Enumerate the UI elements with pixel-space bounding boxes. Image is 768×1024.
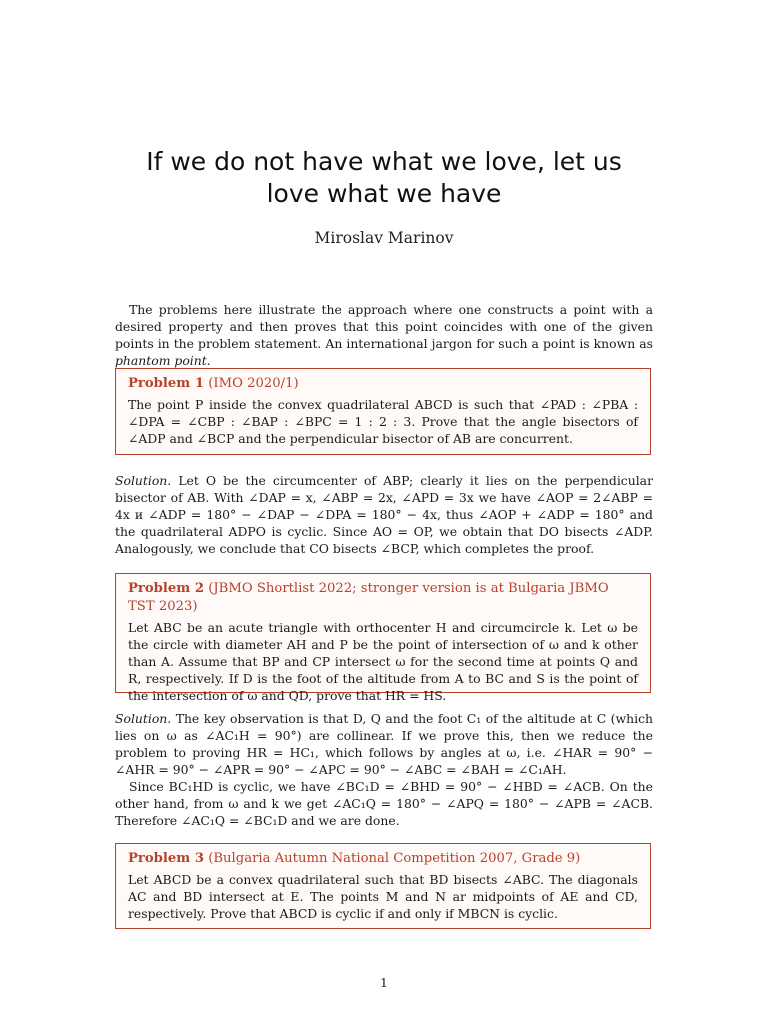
problem-label-3: Problem 3: [128, 851, 205, 866]
solution-text-2b: Since BC₁HD is cyclic, we have ∠BC₁D = ∠BHD = 90° − ∠HBD = ∠ACB. On the other hand, from ω and k we get ∠AC₁Q = 180° − ∠APQ = 180° − ∠APB = ∠ACB. Therefore ∠AC₁Q = ∠BC₁D and we are done.: [115, 779, 653, 828]
problem-statement-3: Let ABCD be a convex quadrilateral such that BD bisects ∠ABC. The diagonals AC and BD intersect at E. The points M and N ar midpoints of AE and CD, respectively. Prove that ABCD is cyclic if and only if MBCN is cyclic.: [128, 872, 638, 921]
solution-text-2: The key observation is that D, Q and the foot C₁ of the altitude at C (which lies on ω as ∠AC₁H = 90°) are collinear. If we prove this, then we reduce the problem to proving HR = HC₁, which follows by angles at ω, i.e. ∠HAR = 90° − ∠AHR = 90° − ∠APR = 90° − ∠APC = 90° − ∠ABC = ∠BAH = ∠C₁AH.: [115, 711, 653, 777]
solution-1: [115, 472, 653, 557]
paper-title: [100, 146, 668, 210]
solution-label-2: Solution.: [115, 711, 172, 726]
problem-box-2: [115, 573, 651, 703]
solution-2: [115, 710, 653, 829]
problem-source-1: (IMO 2020/1): [208, 376, 299, 391]
author: Miroslav Marinov: [314, 229, 454, 247]
problem-statement-1: The point P inside the convex quadrilateral ABCD is such that ∠PAD : ∠PBA : ∠DPA = ∠CBP : ∠BAP : ∠BPC = 1 : 2 : 3. Prove that the angle bisectors of ∠ADP and ∠BCP and the perpendicular bisector of AB are concurrent.: [128, 397, 638, 446]
title-line-1: If we do not have what we love, let us: [146, 147, 622, 176]
intro-end: .: [206, 353, 211, 368]
problem-header-2: [128, 580, 638, 616]
problem-source-2: (JBMO Shortlist 2022; stronger version is at Bulgaria JBMO TST 2023): [128, 581, 609, 614]
problem-box-1: [115, 368, 651, 455]
intro-paragraph: [115, 301, 653, 369]
problem-label-2: Problem 2: [128, 581, 205, 596]
intro-term: phantom point: [115, 353, 207, 368]
solution-text-1: Let O be the circumcenter of ABP; clearly it lies on the perpendicular bisector of AB. With ∠DAP = x, ∠ABP = 2x, ∠APD = 3x we have ∠AOP = 2∠ABP = 4x и ∠ADP = 180° − ∠DAP − ∠DPA = 180° − 4x, thus ∠AOP + ∠ADP = 180° and the quadrilateral ADPO is cyclic. Since AO = OP, we obtain that DO bisects ∠ADP. Analogously, we conclude that CO bisects ∠BCP, which completes the proof.: [115, 473, 653, 556]
problem-header-1: [128, 375, 638, 393]
page-number: 1: [380, 975, 388, 990]
intro-text: The problems here illustrate the approach where one constructs a point with a desired property and then proves that this point coincides with one of the given points in the problem statement. An international jargon for such a point is known as: [115, 302, 653, 351]
problem-header-3: [128, 850, 638, 868]
problem-label-1: Problem 1: [128, 376, 205, 391]
solution-label-1: Solution.: [115, 473, 172, 488]
problem-statement-2: Let ABC be an acute triangle with orthocenter H and circumcircle k. Let ω be the circle with diameter AH and P be the point of intersection of ω and k other than A. Assume that BP and CP intersect ω for the second time at points Q and R, respectively. If D is the foot of the altitude from A to BC and S is the point of the intersection of ω and QD, prove that HR = HS.: [128, 620, 638, 703]
title-line-2: love what we have: [266, 179, 502, 208]
problem-box-3: [115, 843, 651, 929]
problem-source-3: (Bulgaria Autumn National Competition 2007, Grade 9): [208, 851, 581, 866]
